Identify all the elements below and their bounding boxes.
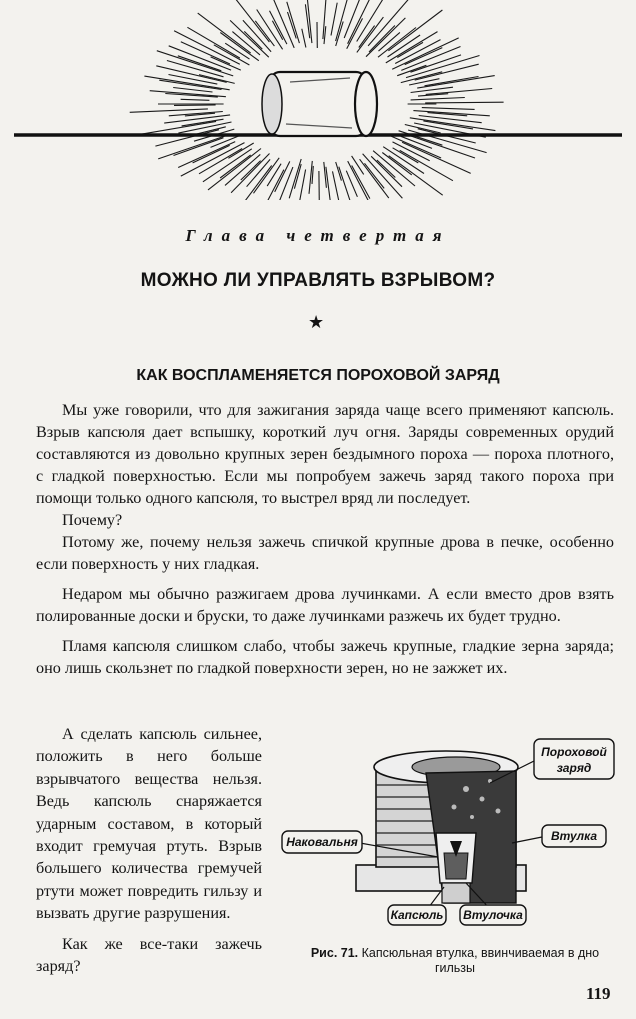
caption-label: Рис. 71.: [310, 946, 359, 960]
burst-ray: [411, 87, 453, 92]
burst-ray: [363, 154, 403, 199]
page-number: 119: [586, 984, 611, 1003]
burst-ray: [333, 171, 340, 200]
bushing-drawing: [356, 751, 526, 903]
burst-ray: [391, 136, 441, 158]
label-small-bushing: Втулочка: [463, 908, 523, 922]
burst-ray: [130, 109, 208, 112]
burst-ray: [344, 0, 359, 38]
burst-ray: [270, 11, 287, 44]
burst-ray: [255, 21, 274, 46]
header-illustration: [0, 0, 636, 200]
burst-ray: [411, 98, 465, 100]
paragraph: Как же все-таки зажечь заряд?: [36, 934, 262, 976]
burst-ray: [187, 27, 240, 58]
burst-ray: [159, 80, 221, 89]
burst-ray: [305, 4, 309, 38]
burst-ray: [150, 91, 226, 97]
burst-ray: [244, 31, 262, 49]
column-text: [36, 723, 262, 977]
paragraph: Потому же, почему нельзя зажечь спичкой крупные дрова в печке, особенно если поверхность у них гладкая.: [36, 533, 614, 573]
burst-ray: [155, 130, 219, 146]
burst-ray: [383, 147, 424, 174]
burst-ray: [324, 26, 326, 44]
burst-ray: [422, 108, 475, 110]
burst-ray: [425, 77, 479, 86]
burst-ray: [326, 167, 332, 200]
burst-ray: [405, 125, 441, 134]
primer-bushing-figure: [276, 733, 621, 933]
figure-caption: [290, 946, 620, 976]
burst-ray: [400, 150, 453, 180]
paragraph: Мы уже говорили, что для зажигания заряда чаще всего применяют капсюль. Взрыв капсюля дает вспышку, короткий луч огня. Заряды современных орудий составляются из довольно крупных зерен бездымного пороха — пороха плотного, с гладкой поверхностью. Если мы попробуем зажечь заряд такого пороха при помощи только одного капсюля, то выстрел вряд ли последует.: [36, 401, 614, 507]
paragraph: Пламя капсюля слишком слабо, чтобы зажечь крупные, гладкие зерна заряда; оно лишь скользнет по гладкой поверхности зерен, но не зажжет их.: [36, 637, 614, 677]
body-text: [36, 399, 614, 679]
star-ornament: ★: [308, 312, 325, 332]
burst-ray: [347, 18, 363, 48]
burst-ray: [378, 28, 416, 58]
cylinder-icon: [262, 72, 377, 136]
burst-ray: [261, 170, 284, 200]
burst-ray: [178, 142, 235, 168]
paragraph: Недаром мы обычно разжигаем дрова лучинками. А если вместо дров взять полированные доски и бруски, то даже лучинками разжечь их будет трудно.: [36, 585, 614, 625]
chapter-title: МОЖНО ЛИ УПРАВЛЯТЬ ВЗРЫВОМ?: [140, 270, 496, 291]
burst-ray: [423, 121, 473, 129]
burst-ray: [312, 166, 313, 184]
burst-ray: [331, 3, 337, 36]
burst-ray: [220, 33, 258, 61]
burst-ray: [309, 161, 312, 194]
burst-ray: [425, 102, 503, 103]
chapter-label: Глава четвертая: [185, 226, 451, 245]
burst-ray: [289, 159, 301, 198]
burst-ray: [417, 76, 495, 89]
burst-ray: [173, 88, 212, 93]
burst-ray: [164, 115, 230, 123]
burst-ray: [359, 26, 375, 48]
caption-text: Капсюльная втулка, ввинчиваемая в дно гильзы: [361, 946, 600, 975]
burst-ray: [336, 0, 349, 41]
label-primer: Капсюль: [390, 908, 444, 922]
section-title: КАК ВОСПЛАМЕНЯЕТСЯ ПОРОХОВОЙ ЗАРЯД: [136, 367, 500, 384]
burst-ray: [275, 161, 290, 192]
paragraph: А сделать капсюль сильнее, положить в него больше взрывчатого вещества нельзя. Ведь капсюль снаряжается ударным составом, в который входит гремучая ртуть. Взрыв большего количества гремучей ртути может повредить гильзу и вызвать другие разрушения.: [36, 725, 262, 923]
label-anvil: Наковальня: [286, 835, 358, 849]
burst-ray: [324, 162, 327, 188]
label-bushing: Втулка: [550, 829, 598, 843]
burst-ray: [158, 134, 230, 159]
burst-ray: [181, 99, 210, 100]
label-charge-line1: Пороховой: [541, 745, 607, 759]
burst-ray: [319, 171, 320, 200]
burst-ray: [377, 160, 395, 178]
burst-ray: [302, 29, 306, 48]
label-charge-line2: заряд: [556, 761, 592, 775]
burst-ray: [339, 167, 353, 200]
paragraph: Почему?: [62, 511, 123, 529]
burst-ray: [368, 0, 409, 46]
burst-ray: [287, 2, 300, 43]
